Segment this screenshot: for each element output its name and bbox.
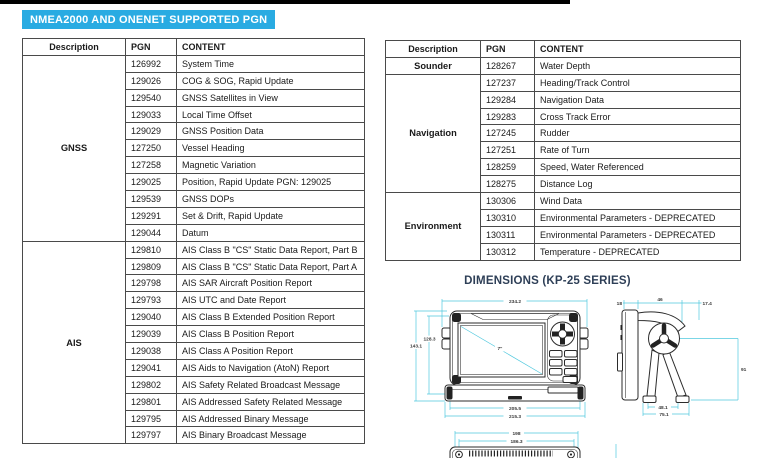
- table-row: [386, 57, 741, 74]
- pgn-cell: 127245: [481, 125, 535, 142]
- pgn-cell: 128259: [481, 159, 535, 176]
- content-cell: Wind Data: [535, 193, 741, 210]
- pgn-cell: 130311: [481, 226, 535, 243]
- dim-label-front-top-width: 234.2: [508, 300, 522, 305]
- content-cell: GNSS Position Data: [177, 123, 365, 140]
- pgn-table-left: [22, 38, 365, 444]
- content-cell: Position, Rapid Update PGN: 129025: [177, 174, 365, 191]
- column-header: CONTENT: [177, 39, 365, 56]
- content-cell: AIS Class B "CS" Static Data Report, Part A: [177, 258, 365, 275]
- content-cell: Cross Track Error: [535, 108, 741, 125]
- pgn-cell: 129038: [126, 343, 177, 360]
- pgn-cell: 130310: [481, 209, 535, 226]
- table-row: [23, 55, 365, 72]
- pgn-cell: 129041: [126, 359, 177, 376]
- description-cell: Sounder: [386, 57, 481, 74]
- pgn-cell: 130312: [481, 243, 535, 260]
- page-title: NMEA2000 AND ONENET SUPPORTED PGN: [22, 10, 275, 29]
- column-header: Description: [23, 39, 126, 56]
- content-cell: AIS UTC and Date Report: [177, 292, 365, 309]
- pgn-cell: 129797: [126, 427, 177, 444]
- content-cell: AIS SAR Aircraft Position Report: [177, 275, 365, 292]
- pgn-cell: 129540: [126, 89, 177, 106]
- header-row: [386, 41, 741, 58]
- content-cell: AIS Class B Position Report: [177, 326, 365, 343]
- content-cell: Set & Drift, Rapid Update: [177, 207, 365, 224]
- content-cell: AIS Binary Broadcast Message: [177, 427, 365, 444]
- dim-label-side-bracket-width: 46: [657, 298, 663, 304]
- dim-label-front-inner-height: 128.3: [423, 337, 436, 343]
- description-cell: GNSS: [23, 55, 126, 241]
- dim-label-side-bracket-height: 91: [741, 368, 747, 373]
- content-cell: AIS Class B "CS" Static Data Report, Part B: [177, 241, 365, 258]
- dim-label-screen-diagonal: 7": [497, 346, 503, 352]
- description-cell: Environment: [386, 193, 481, 261]
- pgn-cell: 129284: [481, 91, 535, 108]
- pgn-cell: 128275: [481, 176, 535, 193]
- dimensions-diagram: [405, 292, 768, 458]
- content-cell: Magnetic Variation: [177, 157, 365, 174]
- dimensions-heading: DIMENSIONS (KP-25 SERIES): [464, 275, 631, 287]
- pgn-cell: 129029: [126, 123, 177, 140]
- pgn-cell: 129801: [126, 393, 177, 410]
- pgn-table-right: [385, 40, 741, 261]
- content-cell: Vessel Heading: [177, 140, 365, 157]
- header-row: [23, 39, 365, 56]
- pgn-cell: 126992: [126, 55, 177, 72]
- content-cell: AIS Class A Position Report: [177, 343, 365, 360]
- content-cell: AIS Safety Related Broadcast Message: [177, 376, 365, 393]
- description-cell: Navigation: [386, 74, 481, 192]
- pgn-cell: 129026: [126, 72, 177, 89]
- content-cell: Environmental Parameters - DEPRECATED: [535, 209, 741, 226]
- pgn-cell: 129283: [481, 108, 535, 125]
- dim-label-bottom-outer: 198: [512, 432, 521, 437]
- pgn-cell: 127258: [126, 157, 177, 174]
- pgn-cell: 129793: [126, 292, 177, 309]
- front-view-drawing: [442, 311, 588, 401]
- pgn-cell: 129033: [126, 106, 177, 123]
- dim-label-side-depth: 18: [616, 302, 622, 308]
- column-header: PGN: [126, 39, 177, 56]
- pgn-cell: 129044: [126, 224, 177, 241]
- pgn-cell: 127250: [126, 140, 177, 157]
- content-cell: AIS Aids to Navigation (AtoN) Report: [177, 359, 365, 376]
- table-row: [386, 74, 741, 91]
- content-cell: Datum: [177, 224, 365, 241]
- table-row: [23, 241, 365, 258]
- content-cell: Speed, Water Referenced: [535, 159, 741, 176]
- pgn-cell: 128267: [481, 57, 535, 74]
- dim-label-bottom-inner: 186.3: [510, 440, 523, 445]
- pgn-cell: 129795: [126, 410, 177, 427]
- content-cell: GNSS DOPs: [177, 191, 365, 208]
- dim-label-side-base-outer: 75.1: [659, 413, 669, 418]
- pgn-cell: 129798: [126, 275, 177, 292]
- column-header: PGN: [481, 41, 535, 58]
- pgn-cell: 129809: [126, 258, 177, 275]
- pgn-cell: 129539: [126, 191, 177, 208]
- content-cell: AIS Addressed Safety Related Message: [177, 393, 365, 410]
- content-cell: AIS Class B Extended Position Report: [177, 309, 365, 326]
- pgn-cell: 127237: [481, 74, 535, 91]
- pgn-cell: 129025: [126, 174, 177, 191]
- content-cell: AIS Addressed Binary Message: [177, 410, 365, 427]
- pgn-cell: 129810: [126, 241, 177, 258]
- content-cell: Environmental Parameters - DEPRECATED: [535, 226, 741, 243]
- content-cell: Rudder: [535, 125, 741, 142]
- content-cell: Local Time Offset: [177, 106, 365, 123]
- dim-label-front-bottom-outer: 215.3: [508, 415, 522, 420]
- content-cell: Rate of Turn: [535, 142, 741, 159]
- content-cell: COG & SOG, Rapid Update: [177, 72, 365, 89]
- content-cell: System Time: [177, 55, 365, 72]
- side-view-drawing: [618, 310, 690, 403]
- top-black-bar: [0, 0, 570, 4]
- pgn-cell: 129291: [126, 207, 177, 224]
- content-cell: Distance Log: [535, 176, 741, 193]
- table-row: [386, 193, 741, 210]
- content-cell: Temperature - DEPRECATED: [535, 243, 741, 260]
- content-cell: Navigation Data: [535, 91, 741, 108]
- dim-label-side-base-inner: 48.1: [658, 406, 668, 411]
- description-cell: AIS: [23, 241, 126, 444]
- bottom-view-drawing: [450, 447, 580, 458]
- pgn-cell: 129040: [126, 309, 177, 326]
- pgn-cell: 130306: [481, 193, 535, 210]
- dim-label-front-bottom-inner: 205.5: [508, 407, 522, 412]
- dim-label-side-knob-depth: 17.4: [702, 302, 712, 308]
- column-header: Description: [386, 41, 481, 58]
- pgn-cell: 129039: [126, 326, 177, 343]
- content-cell: GNSS Satellites in View: [177, 89, 365, 106]
- pgn-cell: 129802: [126, 376, 177, 393]
- content-cell: Water Depth: [535, 57, 741, 74]
- column-header: CONTENT: [535, 41, 741, 58]
- dim-label-front-outer-height: 143.1: [409, 344, 423, 350]
- pgn-cell: 127251: [481, 142, 535, 159]
- content-cell: Heading/Track Control: [535, 74, 741, 91]
